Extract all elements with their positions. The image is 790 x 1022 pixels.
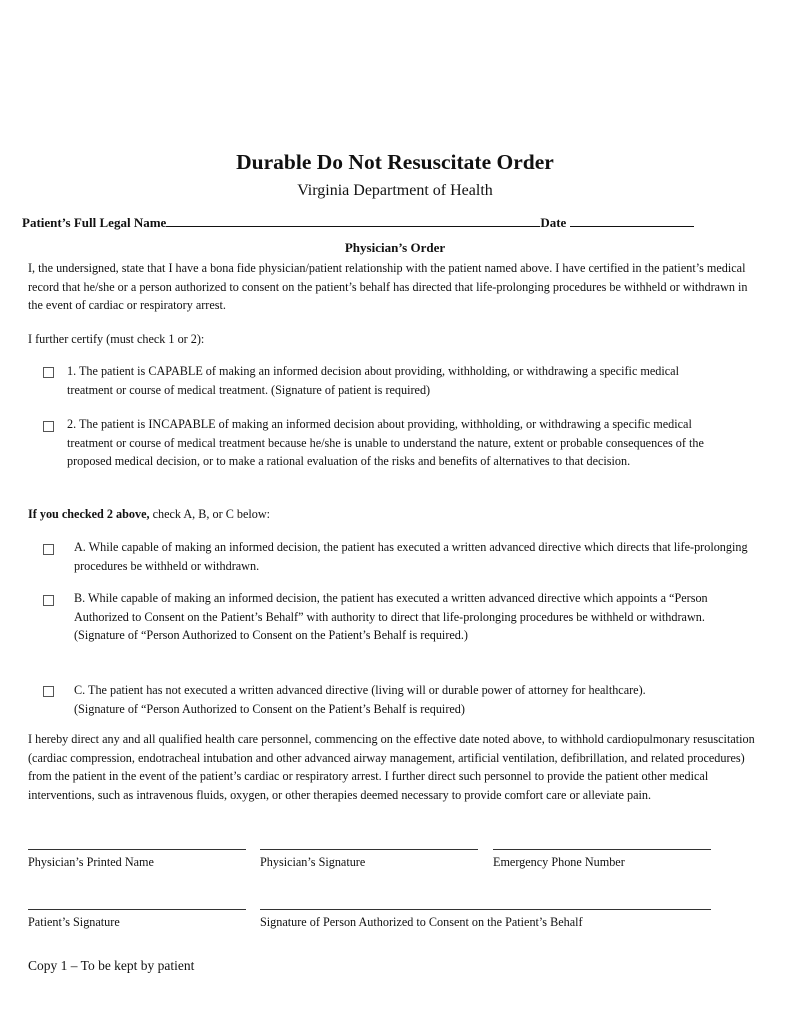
physicians-order-heading: Physician’s Order <box>344 240 446 255</box>
if-checked-rest: check A, B, or C below: <box>149 507 271 521</box>
emergency-phone-label: Emergency Phone Number <box>493 855 625 869</box>
copy-footer: Copy 1 – To be kept by patient <box>28 958 195 973</box>
option-1-text: 1. The patient is CAPABLE of making an informed decision about providing, withholding, or withdrawing a specific medical treatment or course of medical treatment. (Signature of patient is required) <box>67 364 679 397</box>
document-title: Durable Do Not Resuscitate Order <box>236 150 554 174</box>
authorized-signature-line[interactable] <box>260 909 711 910</box>
patient-signature-line[interactable] <box>28 909 246 910</box>
if-checked-instruction <box>28 505 270 524</box>
patient-name-field[interactable] <box>166 214 540 227</box>
physician-name-label: Physician’s Printed Name <box>28 855 154 869</box>
date-label: Date <box>540 215 567 230</box>
option-a-text: A. While capable of making an informed decision, the patient has executed a written advanced directive which directs that life-prolonging procedures be withheld or withdrawn. <box>74 540 748 573</box>
patient-name-label: Patient’s Full Legal Name <box>22 215 167 230</box>
physician-name-line[interactable] <box>28 849 246 850</box>
physician-signature-label: Physician’s Signature <box>260 855 366 869</box>
option-a-checkbox[interactable] <box>43 544 54 555</box>
document-subtitle: Virginia Department of Health <box>297 182 493 199</box>
option-c-text: C. The patient has not executed a written advanced directive (living will or durable power of attorney for healthcare). (Signature of “Person Authorized to Consent on the Patient’s Behalf is required) <box>74 683 646 716</box>
emergency-phone-line[interactable] <box>493 849 711 850</box>
option-2-text: 2. The patient is INCAPABLE of making an informed decision about providing, withholding, or withdrawing a specific medical treatment or course of medical treatment because he/she is unable to understand the nature, extent or probable consequences of the proposed medical decision, or to make a rational evaluation of the risks and benefits of alternatives to that decision. <box>67 417 704 469</box>
date-field[interactable] <box>570 214 694 227</box>
option-c-checkbox[interactable] <box>43 686 54 697</box>
option-2-checkbox[interactable] <box>43 421 54 432</box>
if-checked-bold: If you checked 2 above, <box>28 507 150 521</box>
directive-paragraph: I hereby direct any and all qualified health care personnel, commencing on the effective date noted above, to withhold cardiopulmonary resuscitation (cardiac compression, endotracheal intubation and other advanced airway management, artificial ventilation, defibrillation, and related procedures) from the patient in the event of the patient’s cardiac or respiratory arrest. I further direct such personnel to provide the patient other medical interventions, such as intravenous fluids, oxygen, or other therapies deemed necessary to provide comfort care or alleviate pain. <box>28 732 755 802</box>
physician-signature-line[interactable] <box>260 849 478 850</box>
intro-paragraph: I, the undersigned, state that I have a bona fide physician/patient relationship with the patient named above. I have certified in the patient’s medical record that he/she or a person authorized to consent on the patient’s behalf has directed that life-prolonging procedures be withheld or withdrawn in the event of cardiac or respiratory arrest. <box>28 261 748 313</box>
patient-signature-label: Patient’s Signature <box>28 915 120 929</box>
option-b-checkbox[interactable] <box>43 595 54 606</box>
authorized-signature-label: Signature of Person Authorized to Consent on the Patient’s Behalf <box>260 915 583 929</box>
option-1-checkbox[interactable] <box>43 367 54 378</box>
option-b-text: B. While capable of making an informed decision, the patient has executed a written advanced directive which appoints a “Person Authorized to Consent on the Patient’s Behalf” with authority to direct that life-prolonging procedures be withheld or withdrawn. (Signature of “Person Authorized to Consent on the Patient’s Behalf is required.) <box>74 591 708 643</box>
patient-name-row <box>22 214 694 231</box>
certify-instruction: I further certify (must check 1 or 2): <box>28 332 205 346</box>
